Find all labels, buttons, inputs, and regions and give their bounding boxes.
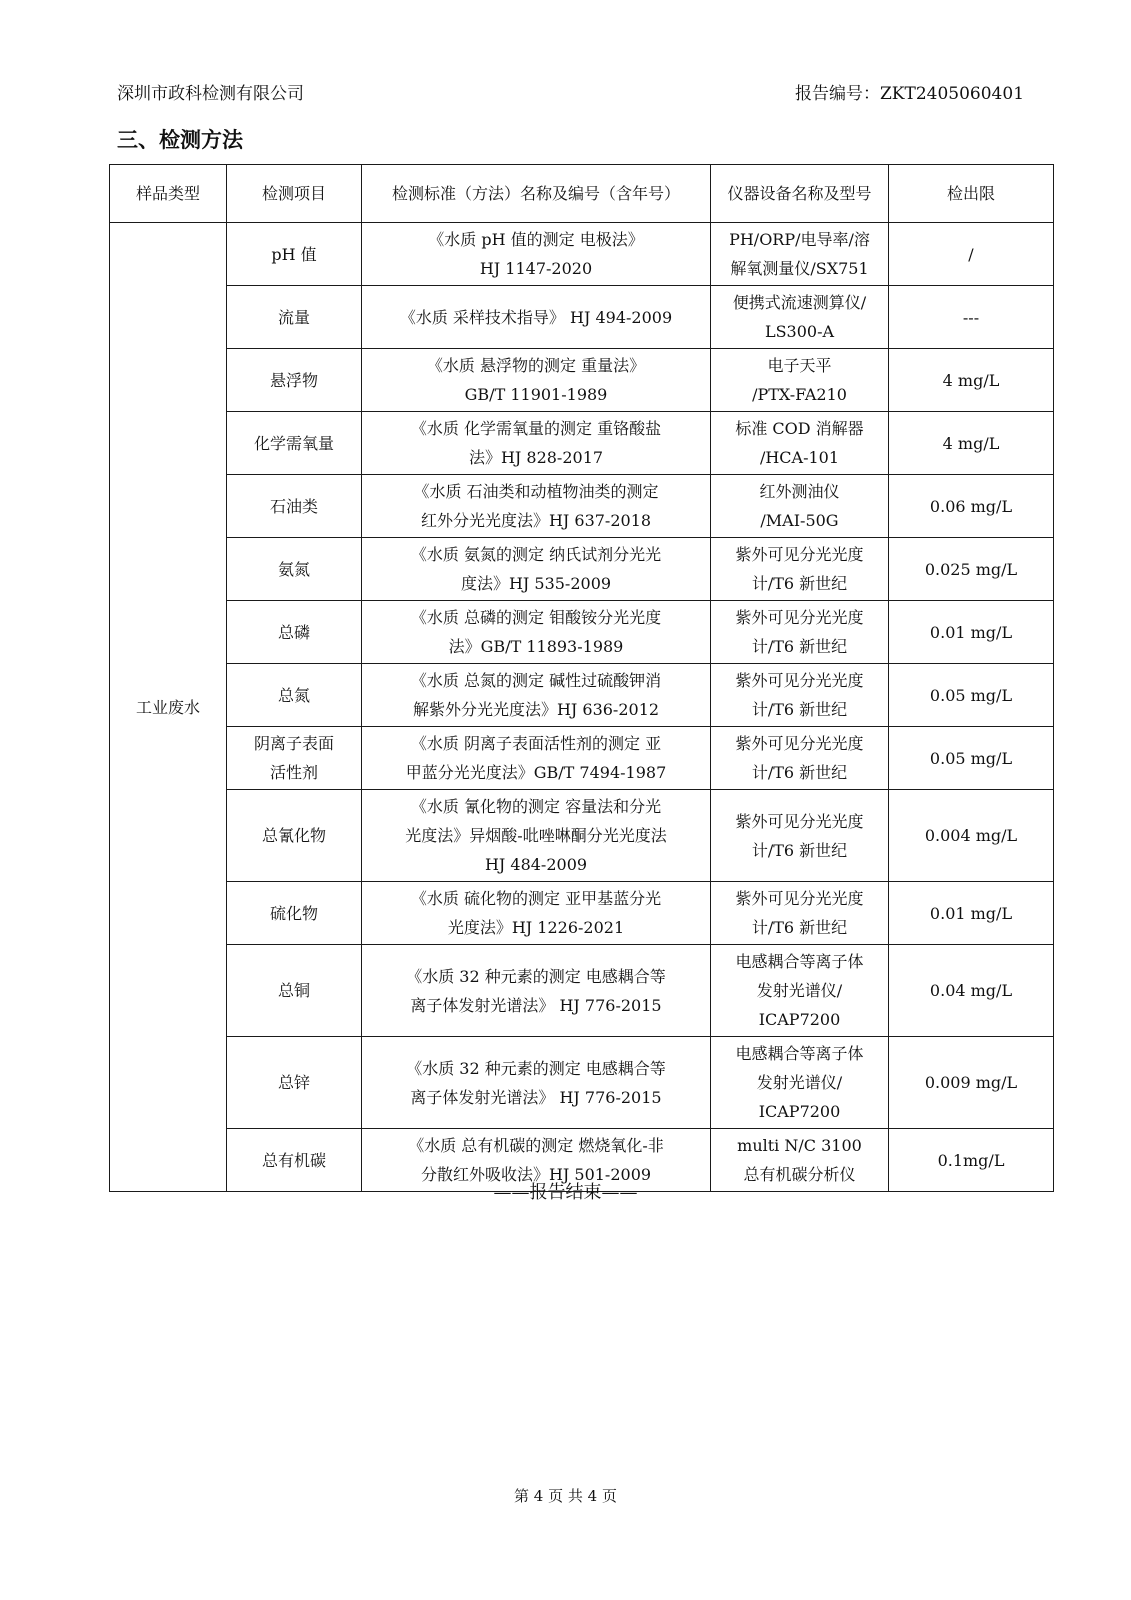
standard-cell-line: 《水质 氰化物的测定 容量法和分光: [410, 797, 662, 816]
instrument-cell-line: 计/T6 新世纪: [751, 763, 848, 782]
limit-cell: 0.1mg/L: [889, 1129, 1054, 1192]
table-row: [110, 727, 1054, 790]
table-row: [110, 882, 1054, 945]
item-cell-line: 总氮: [277, 685, 310, 705]
limit-cell: 4 mg/L: [889, 349, 1054, 412]
instrument-cell: [711, 223, 889, 286]
instrument-cell-line: 紫外可见分光光度: [735, 811, 864, 831]
limit-cell: 0.01 mg/L: [889, 882, 1054, 945]
instrument-cell: [711, 475, 889, 538]
table-row: [110, 286, 1054, 349]
standard-cell-line: 《水质 pH 值的测定 电极法》: [428, 230, 644, 249]
standard-cell-line: 《水质 硫化物的测定 亚甲基蓝分光: [410, 889, 662, 908]
item-cell: [227, 664, 362, 727]
standard-cell-line: HJ 484-2009: [484, 855, 588, 874]
instrument-cell-line: ICAP7200: [758, 1010, 841, 1029]
standard-cell: [362, 882, 711, 945]
instrument-cell-line: 电感耦合等离子体: [735, 1044, 864, 1063]
instrument-cell-line: 标准 COD 消解器: [735, 419, 864, 438]
table-row: [110, 475, 1054, 538]
instrument-cell-line: 发射光谱仪/: [756, 1073, 843, 1092]
standard-cell-line: 法》HJ 828-2017: [468, 448, 604, 467]
standard-cell-line: 光度法》异烟酸-吡唑啉酮分光光度法: [405, 826, 667, 845]
instrument-cell-line: multi N/C 3100: [737, 1136, 862, 1155]
page-number: 第 4 页 共 4 页: [514, 1487, 617, 1505]
standard-cell-line: 《水质 石油类和动植物油类的测定: [413, 482, 659, 501]
standard-cell: [362, 601, 711, 664]
limit-cell: 0.06 mg/L: [889, 475, 1054, 538]
instrument-cell-line: 计/T6 新世纪: [751, 574, 848, 593]
standard-cell: [362, 475, 711, 538]
instrument-cell: [711, 538, 889, 601]
standard-cell: [362, 223, 711, 286]
standard-cell-line: 度法》HJ 535-2009: [460, 574, 612, 593]
col-header-instrument: 仪器设备名称及型号: [711, 165, 889, 223]
item-cell-line: 活性剂: [269, 763, 318, 782]
methods-table-body: [110, 223, 1054, 1192]
instrument-cell-line: 计/T6 新世纪: [751, 637, 848, 656]
item-cell-line: 石油类: [269, 496, 318, 516]
item-cell-line: 总磷: [277, 622, 310, 642]
standard-cell-line: 甲蓝分光光度法》GB/T 7494-1987: [405, 763, 667, 782]
standard-cell: [362, 1037, 711, 1129]
item-cell-line: 氨氮: [277, 559, 310, 579]
table-row: [110, 790, 1054, 882]
item-cell-line: pH 值: [271, 244, 317, 264]
report-end-mark: ——报告结束——: [493, 1182, 638, 1203]
standard-cell-line: 《水质 采样技术指导》 HJ 494-2009: [399, 307, 673, 327]
item-cell-line: 总铜: [277, 981, 310, 1000]
item-cell: [227, 727, 362, 790]
table-row: [110, 1037, 1054, 1129]
item-cell: [227, 945, 362, 1037]
table-row: [110, 945, 1054, 1037]
item-cell-line: 硫化物: [269, 903, 318, 923]
limit-cell: /: [889, 223, 1054, 286]
standard-cell-line: 《水质 悬浮物的测定 重量法》: [426, 356, 646, 375]
instrument-cell-line: 紫外可见分光光度: [735, 734, 864, 753]
instrument-cell: [711, 945, 889, 1037]
limit-cell: 0.05 mg/L: [889, 664, 1054, 727]
methods-table: [109, 164, 1054, 1192]
table-header-row: [110, 165, 1054, 223]
table-row: [110, 223, 1054, 286]
instrument-cell-line: 总有机碳分析仪: [743, 1165, 856, 1184]
instrument-cell-line: LS300-A: [764, 322, 835, 341]
standard-cell-line: 《水质 总磷的测定 钼酸铵分光光度: [410, 608, 662, 627]
report-number: 报告编号：ZKT2405060401: [795, 84, 1025, 104]
standard-cell-line: 《水质 总氮的测定 碱性过硫酸钾消: [410, 671, 662, 690]
limit-cell: ---: [889, 286, 1054, 349]
item-cell-line: 总氰化物: [261, 826, 326, 845]
standard-cell-line: GB/T 11901-1989: [464, 385, 608, 404]
standard-cell-line: 光度法》HJ 1226-2021: [447, 918, 625, 937]
item-cell: [227, 1037, 362, 1129]
instrument-cell-line: 电感耦合等离子体: [735, 952, 864, 971]
instrument-cell-line: 便携式流速测算仪/: [732, 293, 867, 312]
item-cell: [227, 790, 362, 882]
standard-cell: [362, 538, 711, 601]
standard-cell: [362, 664, 711, 727]
standard-cell-line: 《水质 化学需氧量的测定 重铬酸盐: [410, 419, 662, 438]
instrument-cell-line: 紫外可见分光光度: [735, 545, 864, 564]
limit-cell: 0.009 mg/L: [889, 1037, 1054, 1129]
company-name: 深圳市政科检测有限公司: [117, 84, 304, 104]
instrument-cell-line: 解氧测量仪/SX751: [730, 259, 869, 278]
instrument-cell: [711, 727, 889, 790]
col-header-limit: 检出限: [889, 165, 1054, 223]
instrument-cell: [711, 664, 889, 727]
standard-cell: [362, 727, 711, 790]
item-cell: [227, 223, 362, 286]
section-title: 三、检测方法: [117, 127, 243, 152]
instrument-cell: [711, 349, 889, 412]
instrument-cell-line: 紫外可见分光光度: [735, 671, 864, 690]
standard-cell-line: 《水质 氨氮的测定 纳氏试剂分光光: [410, 545, 662, 564]
item-cell-line: 总有机碳: [261, 1150, 326, 1170]
col-header-item: 检测项目: [227, 165, 362, 223]
standard-cell-line: 《水质 阴离子表面活性剂的测定 亚: [410, 734, 662, 753]
standard-cell-line: HJ 1147-2020: [479, 259, 593, 278]
standard-cell-line: 分散红外吸收法》HJ 501-2009: [420, 1165, 652, 1184]
col-header-sample-type: 样品类型: [110, 165, 227, 223]
item-cell-line: 悬浮物: [269, 370, 318, 390]
instrument-cell-line: /HCA-101: [759, 448, 840, 467]
item-cell: [227, 412, 362, 475]
item-cell-line: 阴离子表面: [253, 734, 334, 753]
item-cell: [227, 475, 362, 538]
item-cell: [227, 349, 362, 412]
limit-cell: 0.05 mg/L: [889, 727, 1054, 790]
standard-cell: [362, 286, 711, 349]
standard-cell-line: 《水质 32 种元素的测定 电感耦合等: [406, 966, 666, 986]
instrument-cell-line: 计/T6 新世纪: [751, 840, 848, 860]
instrument-cell-line: /MAI-50G: [760, 511, 839, 530]
instrument-cell-line: 电子天平: [767, 356, 832, 375]
standard-cell-line: 《水质 32 种元素的测定 电感耦合等: [406, 1058, 666, 1078]
limit-cell: 0.01 mg/L: [889, 601, 1054, 664]
limit-cell: 0.04 mg/L: [889, 945, 1054, 1037]
standard-cell-line: 红外分光光度法》HJ 637-2018: [420, 511, 652, 530]
instrument-cell-line: ICAP7200: [758, 1102, 841, 1121]
instrument-cell: [711, 412, 889, 475]
instrument-cell-line: /PTX-FA210: [752, 385, 847, 404]
item-cell: [227, 538, 362, 601]
instrument-cell-line: 紫外可见分光光度: [735, 608, 864, 627]
table-row: [110, 349, 1054, 412]
sample-type-cell: 工业废水: [110, 223, 227, 1192]
limit-cell: 0.025 mg/L: [889, 538, 1054, 601]
item-cell-line: 化学需氧量: [253, 433, 334, 453]
item-cell-line: 总锌: [277, 1073, 310, 1092]
standard-cell-line: 解紫外分光光度法》HJ 636-2012: [412, 700, 660, 719]
table-row: [110, 601, 1054, 664]
instrument-cell-line: 发射光谱仪/: [756, 981, 843, 1000]
standard-cell: [362, 412, 711, 475]
table-row: [110, 412, 1054, 475]
instrument-cell: [711, 882, 889, 945]
table-row: [110, 664, 1054, 727]
instrument-cell: [711, 1037, 889, 1129]
standard-cell-line: 离子体发射光谱法》 HJ 776-2015: [410, 1087, 662, 1107]
standard-cell: [362, 790, 711, 882]
standard-cell: [362, 349, 711, 412]
limit-cell: 4 mg/L: [889, 412, 1054, 475]
standard-cell: [362, 945, 711, 1037]
standard-cell-line: 离子体发射光谱法》 HJ 776-2015: [410, 995, 662, 1015]
table-row: [110, 538, 1054, 601]
instrument-cell-line: 计/T6 新世纪: [751, 918, 848, 937]
item-cell: [227, 882, 362, 945]
instrument-cell-line: 计/T6 新世纪: [751, 700, 848, 719]
instrument-cell: [711, 601, 889, 664]
standard-cell-line: 法》GB/T 11893-1989: [448, 637, 624, 656]
standard-cell-line: 《水质 总有机碳的测定 燃烧氧化-非: [408, 1136, 664, 1155]
instrument-cell: [711, 790, 889, 882]
instrument-cell-line: 红外测油仪: [759, 482, 840, 501]
item-cell: [227, 286, 362, 349]
instrument-cell-line: 紫外可见分光光度: [735, 889, 864, 908]
instrument-cell: [711, 286, 889, 349]
col-header-standard: 检测标准（方法）名称及编号（含年号）: [362, 165, 711, 223]
item-cell: [227, 601, 362, 664]
item-cell-line: 流量: [277, 307, 310, 327]
instrument-cell-line: PH/ORP/电导率/溶: [729, 230, 870, 249]
limit-cell: 0.004 mg/L: [889, 790, 1054, 882]
